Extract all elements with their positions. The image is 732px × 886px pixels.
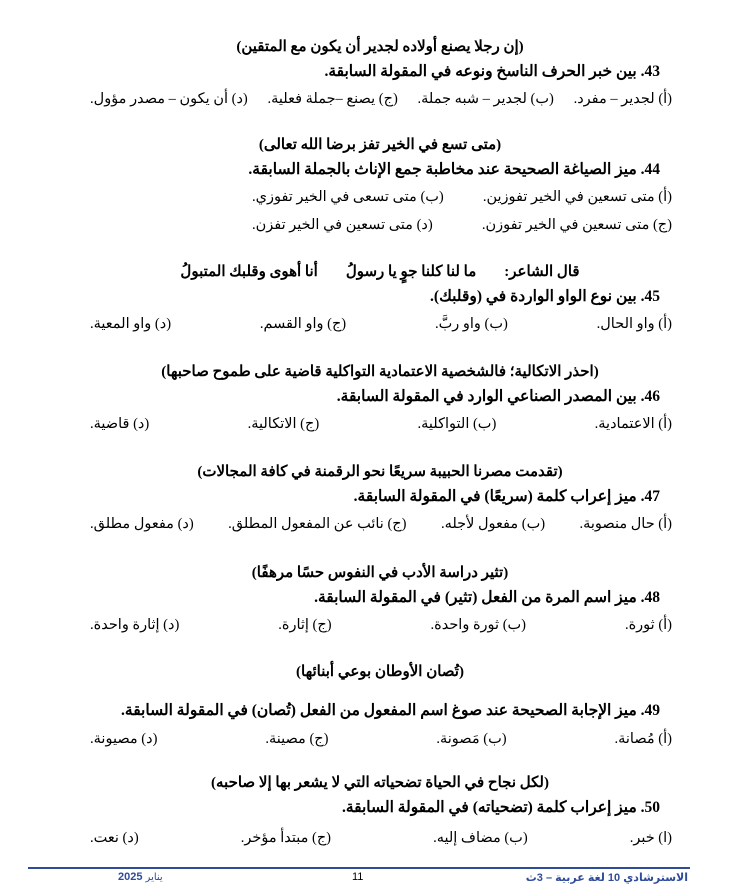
question-stem — [100, 486, 660, 508]
question-prompt: (تقدمت مصرنا الحبيبة سريعًا نحو الرقمنة في كافة المجالات) — [197, 464, 563, 480]
footer-divider — [28, 867, 690, 869]
question-number: 47. — [640, 488, 660, 505]
options-row — [252, 215, 672, 235]
option-b[interactable]: (ب) مَصونة. — [436, 731, 507, 747]
question-45 — [90, 261, 672, 332]
question-prompt: (إن رجلا يصنع أولاده لجدير أن يكون مع المتقين) — [236, 39, 524, 55]
prompt-label: قال الشاعر: — [504, 264, 580, 280]
option-a[interactable]: (أ) متى تسعين في الخير تفوزين. — [482, 189, 672, 205]
option-c[interactable]: (ج) مبتدأ مؤخر. — [240, 830, 332, 846]
question-prompt: (لكل نجاح في الحياة تضحياته التي لا يشعر بها إلا صاحبه) — [211, 775, 549, 791]
option-a[interactable]: (أ) مُصانة. — [614, 731, 672, 747]
question-stem — [100, 61, 660, 83]
question-text: بين خبر الحرف الناسخ ونوعه في المقولة السابقة. — [324, 63, 637, 80]
footer-month: يناير — [145, 872, 163, 883]
option-c[interactable]: (ج) الاتكالية. — [247, 416, 320, 432]
question-number: 44. — [640, 161, 660, 178]
footer-year: 2025 — [118, 871, 143, 883]
question-46 — [90, 361, 672, 432]
question-number: 49. — [640, 702, 660, 719]
question-number: 43. — [640, 63, 660, 80]
question-prompt: (تُصان الأوطان بوعي أبنائها) — [296, 664, 464, 680]
option-b[interactable]: (ب) متى تسعى في الخير تفوزي. — [252, 189, 444, 205]
option-a[interactable]: (أ) واو الحال. — [596, 316, 672, 332]
option-c[interactable]: (ج) متى تسعين في الخير تفوزن. — [481, 217, 672, 233]
question-prompt: (تثير دراسة الأدب في النفوس حسًا مرهفًا) — [251, 565, 509, 581]
option-b[interactable]: (ب) مضاف إليه. — [433, 830, 528, 846]
question-number: 48. — [640, 589, 660, 606]
option-d[interactable]: (د) قاضية. — [90, 416, 150, 432]
option-d[interactable]: (د) مصيونة. — [90, 731, 158, 747]
option-c[interactable]: (ج) يصنع –جملة فعلية. — [267, 91, 398, 107]
poem-prompt — [100, 261, 660, 283]
question-number: 45. — [640, 288, 660, 305]
option-d[interactable]: (د) متى تسعين في الخير تفزن. — [252, 217, 433, 233]
question-48 — [90, 562, 672, 633]
answer-options — [90, 514, 672, 534]
question-text: بين المصدر الصناعي الوارد في المقولة السابقة. — [336, 388, 637, 405]
option-b[interactable]: (ب) لجدير – شبه جملة. — [417, 91, 554, 107]
question-50 — [90, 772, 672, 846]
footer-date — [118, 871, 163, 883]
verse-first-hemistich: ما لنا كلنا جوٍ يا رسولُ — [345, 264, 477, 280]
page-number: 11 — [352, 871, 364, 883]
answer-options — [90, 615, 672, 635]
question-prompt: (متى تسع في الخير تفز برضا الله تعالى) — [258, 137, 502, 153]
question-stem — [100, 700, 660, 722]
question-stem — [100, 797, 660, 819]
question-text: ميز الصياغة الصحيحة عند مخاطبة جمع الإناث بالجملة السابقة. — [248, 161, 637, 178]
question-43 — [90, 36, 672, 107]
option-a[interactable]: (ا) خبر. — [629, 830, 672, 846]
question-prompt: (احذر الاتكالية؛ فالشخصية الاعتمادية التواكلية قاضية على طموح صاحبها) — [161, 364, 599, 380]
verse-second-hemistich: أنا أهوى وقلبك المتبولُ — [180, 264, 318, 280]
option-a[interactable]: (أ) الاعتمادية. — [594, 416, 672, 432]
option-c[interactable]: (ج) إثارة. — [278, 617, 332, 633]
option-a[interactable]: (أ) لجدير – مفرد. — [573, 91, 672, 107]
question-number: 46. — [640, 388, 660, 405]
option-a[interactable]: (أ) حال منصوبة. — [579, 516, 672, 532]
option-d[interactable]: (د) واو المعية. — [90, 316, 172, 332]
option-b[interactable]: (ب) مفعول لأجله. — [440, 516, 546, 532]
option-b[interactable]: (ب) واو ربَّ. — [434, 316, 508, 332]
answer-options — [90, 187, 672, 243]
question-text: ميز إعراب كلمة (تضحياته) في المقولة السابقة. — [341, 799, 637, 816]
option-c[interactable]: (ج) نائب عن المفعول المطلق. — [228, 516, 407, 532]
question-text: ميز إعراب كلمة (سريعًا) في المقولة السابقة. — [353, 488, 637, 505]
answer-options — [90, 314, 672, 334]
question-stem — [100, 286, 660, 308]
option-d[interactable]: (د) إثارة واحدة. — [90, 617, 180, 633]
options-row — [252, 187, 672, 207]
answer-options — [90, 828, 672, 848]
question-text: بين نوع الواو الواردة في (وقلبك). — [430, 288, 637, 305]
question-stem — [100, 159, 660, 181]
option-d[interactable]: (د) أن يكون – مصدر مؤول. — [90, 91, 248, 107]
answer-options — [90, 729, 672, 749]
question-47 — [90, 461, 672, 532]
question-49 — [90, 661, 672, 751]
question-stem — [100, 587, 660, 609]
option-d[interactable]: (د) نعت. — [90, 830, 139, 846]
question-44 — [100, 134, 672, 244]
answer-options — [90, 414, 672, 434]
question-text: ميز الإجابة الصحيحة عند صوغ اسم المفعول من الفعل (تُصان) في المقولة السابقة. — [121, 702, 637, 719]
option-d[interactable]: (د) مفعول مطلق. — [90, 516, 194, 532]
question-stem — [100, 386, 660, 408]
question-number: 50. — [640, 799, 660, 816]
option-b[interactable]: (ب) التواكلية. — [417, 416, 497, 432]
option-c[interactable]: (ج) واو القسم. — [259, 316, 347, 332]
question-text: ميز اسم المرة من الفعل (تثير) في المقولة السابقة. — [314, 589, 637, 606]
option-a[interactable]: (أ) ثورة. — [624, 617, 672, 633]
answer-options — [90, 89, 672, 109]
footer-exam-title: الاسترشادي 10 لغة عربية – 3ث — [525, 872, 688, 884]
option-b[interactable]: (ب) ثورة واحدة. — [430, 617, 527, 633]
option-c[interactable]: (ج) مصينة. — [265, 731, 329, 747]
